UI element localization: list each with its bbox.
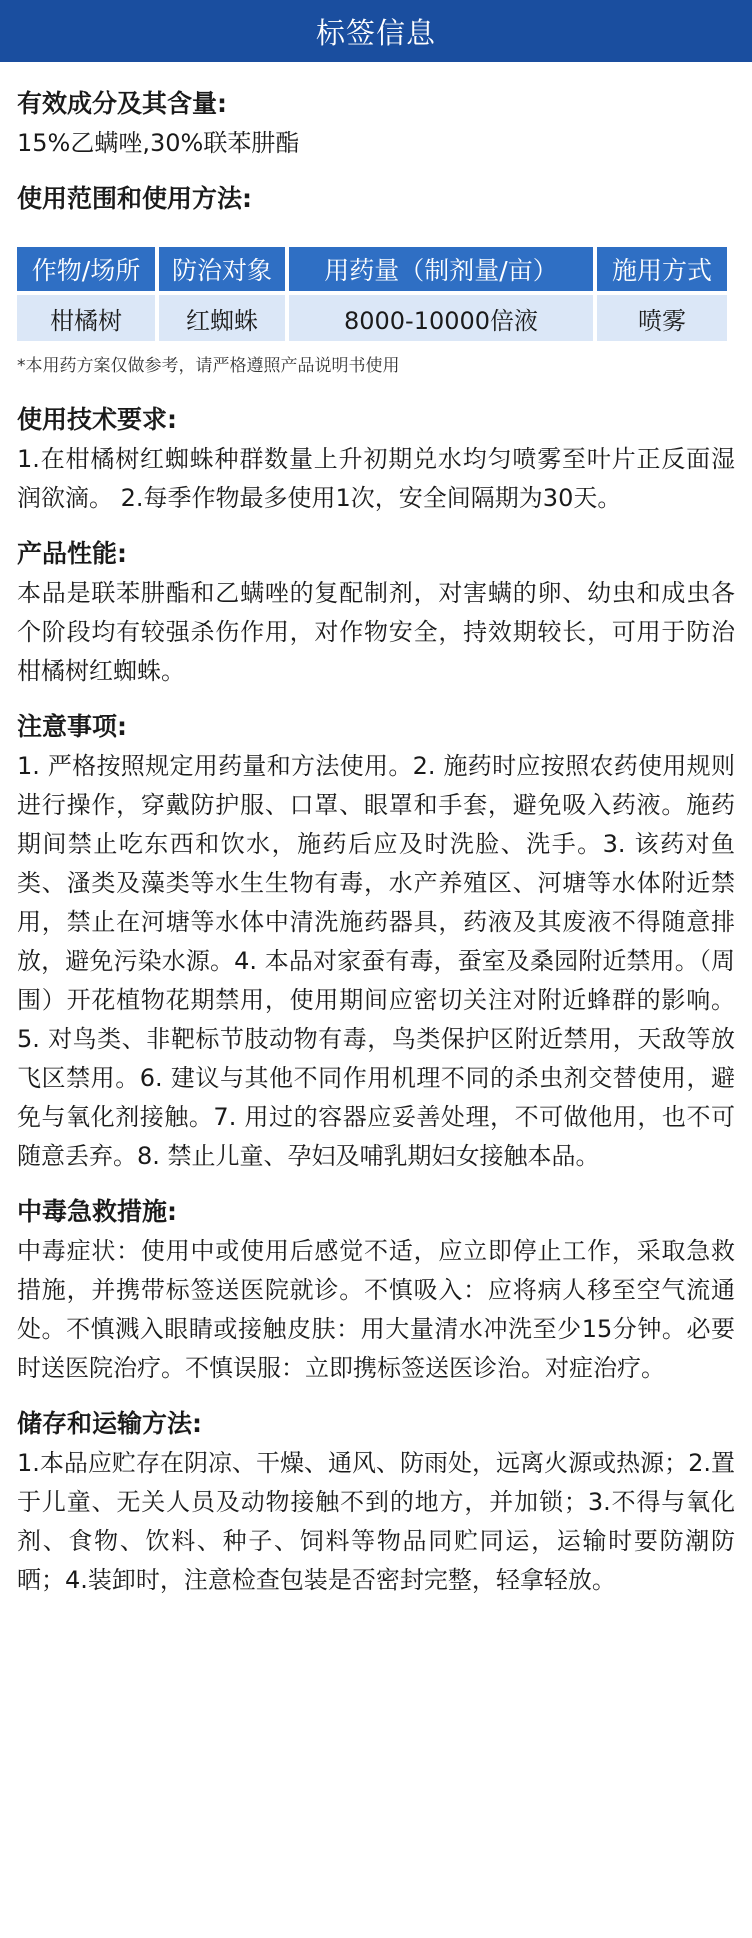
header-title: 标签信息 [315,15,436,50]
col-method: 施用方式 [597,247,727,291]
firstaid-text: 中毒症状：使用中或使用后感觉不适，应立即停止工作，采取急救措施，并携带标签送医院就诊。不慎吸入：应将病人移至空气流通处。不慎溅入眼睛或接触皮肤：用大量清水冲洗至少15分钟。必要时送医院治疗。不慎误服：立即携标签送医诊治。对症治疗。 [17,1237,735,1382]
usage-table [13,243,731,345]
performance-section [17,536,735,691]
storage-text: 1.本品应贮存在阴凉、干燥、通风、防雨处，远离火源或热源；2.置于儿童、无关人员及动物接触不到的地方，并加锁；3.不得与氧化剂、食物、饮料、种子、饲料等物品同贮同运，运输时要防潮防晒；4.装卸时，注意检查包装是否密封完整，轻拿轻放。 [17,1449,735,1594]
precautions-title: 注意事项: [17,712,127,741]
cell-method: 喷雾 [597,295,727,341]
usage-note: *本用药方案仅做参考，请严格遵照产品说明书使用 [17,356,400,376]
cell-crop: 柑橘树 [17,295,155,341]
storage-section [17,1406,735,1600]
table-row [17,295,727,341]
ingredients-section [17,86,735,163]
precautions-section [17,709,735,1176]
label-content [0,62,752,1600]
cell-target: 红蜘蛛 [159,295,285,341]
ingredients-text: 15%乙螨唑,30%联苯肼酯 [17,129,300,157]
precautions-text: 1. 严格按照规定用药量和方法使用。2. 施药时应按照农药使用规则进行操作，穿戴防护服、口罩、眼罩和手套，避免吸入药液。施药期间禁止吃东西和饮水，施药后应及时洗脸、洗手。3. 该药对鱼类、溞类及藻类等水生生物有毒，水产养殖区、河塘等水体附近禁用，禁止在河塘等水体中清洗施药器具，药液及其废液不得随意排放，避免污染水源。4. 本品对家蚕有毒，蚕室及桑园附近禁用。（周围）开花植物花期禁用，使用期间应密切关注对附近蜂群的影响。5. 对鸟类、非靶标节肢动物有毒，鸟类保护区附近禁用，天敌等放飞区禁用。6. 建议与其他不同作用机理不同的杀虫剂交替使用，避免与氧化剂接触。7. 用过的容器应妥善处理，不可做他用，也不可随意丢弃。8. 禁止儿童、孕妇及哺乳期妇女接触本品。 [17,752,735,1170]
col-crop: 作物/场所 [17,247,155,291]
firstaid-section [17,1194,735,1388]
performance-title: 产品性能: [17,539,127,568]
ingredients-title: 有效成分及其含量: [17,89,227,118]
tech-title: 使用技术要求: [17,405,177,434]
tech-section [17,402,735,518]
usage-table-header-row [17,247,727,291]
col-dosage: 用药量（制剂量/亩） [289,247,593,291]
cell-dosage: 8000-10000倍液 [289,295,593,341]
label-info-header [0,0,752,62]
col-target: 防治对象 [159,247,285,291]
usage-section [17,181,735,376]
storage-title: 储存和运输方法: [17,1409,202,1438]
usage-title: 使用范围和使用方法: [17,184,252,213]
tech-text: 1.在柑橘树红蜘蛛种群数量上升初期兑水均匀喷雾至叶片正反面湿润欲滴。 2.每季作物最多使用1次，安全间隔期为30天。 [17,445,735,512]
firstaid-title: 中毒急救措施: [17,1197,177,1226]
performance-text: 本品是联苯肼酯和乙螨唑的复配制剂，对害螨的卵、幼虫和成虫各个阶段均有较强杀伤作用，对作物安全，持效期较长，可用于防治柑橘树红蜘蛛。 [17,579,735,685]
